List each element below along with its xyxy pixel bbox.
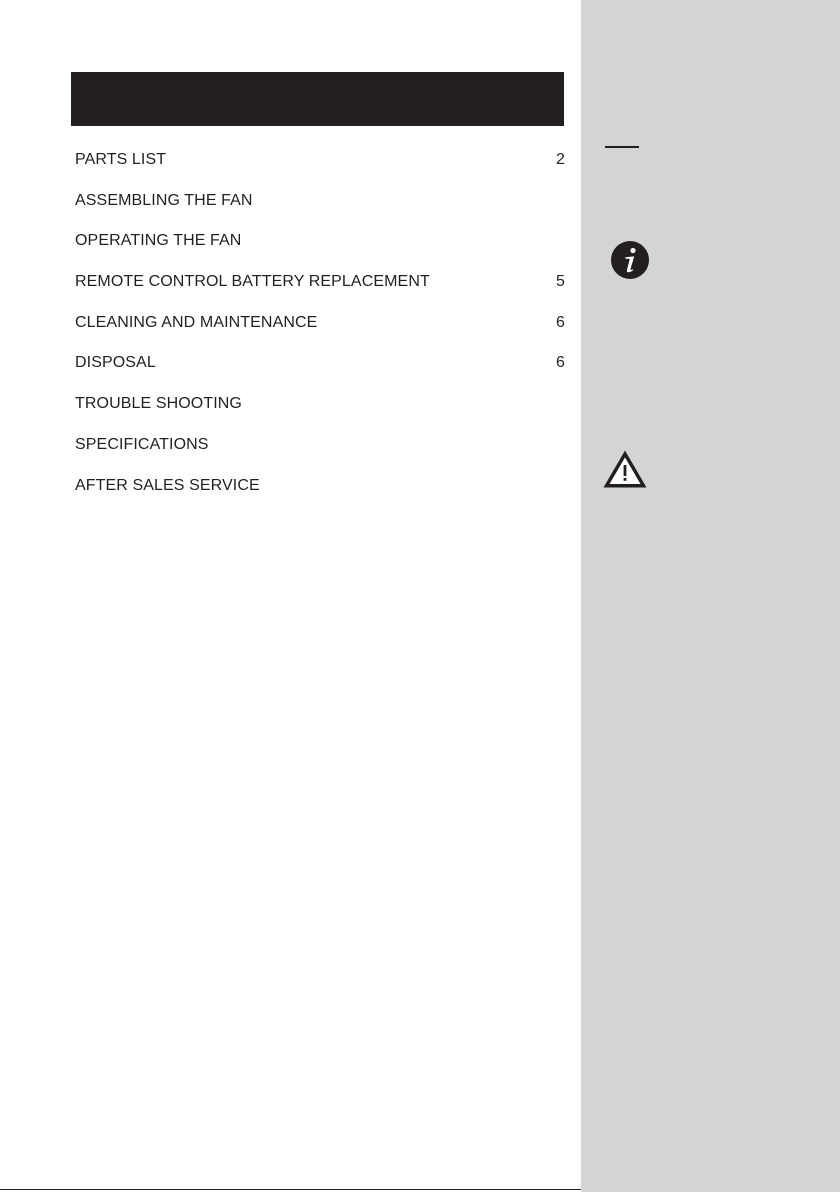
toc-row-parts-list[interactable] [75, 146, 565, 187]
toc-row-assembling[interactable] [75, 187, 565, 228]
grey-sidebar [581, 0, 840, 1192]
toc-title: CLEANING AND MAINTENANCE [75, 313, 318, 331]
table-of-contents [75, 146, 565, 512]
contents-header-bar [71, 72, 564, 126]
toc-row-disposal[interactable] [75, 349, 565, 390]
toc-row-cleaning[interactable] [75, 309, 565, 350]
warning-icon [602, 449, 648, 489]
toc-title: DISPOSAL [75, 354, 156, 372]
toc-title: OPERATING THE FAN [75, 232, 242, 250]
toc-page-number: 6 [556, 313, 565, 331]
toc-page-number: 6 [556, 354, 565, 372]
toc-row-after-sales[interactable] [75, 472, 565, 513]
toc-title: ASSEMBLING THE FAN [75, 191, 253, 209]
sidebar-divider [605, 146, 639, 148]
toc-title: TROUBLE SHOOTING [75, 395, 242, 413]
toc-title: AFTER SALES SERVICE [75, 476, 260, 494]
toc-page-number: 2 [556, 151, 565, 168]
bottom-divider [0, 1189, 581, 1190]
toc-row-trouble-shooting[interactable] [75, 390, 565, 431]
toc-title: PARTS LIST [75, 151, 167, 168]
toc-page-number: 5 [556, 273, 565, 291]
info-icon [610, 240, 650, 280]
toc-title: REMOTE CONTROL BATTERY REPLACEMENT [75, 273, 430, 291]
toc-row-operating[interactable] [75, 227, 565, 268]
toc-row-battery-replacement[interactable] [75, 268, 565, 309]
toc-row-specifications[interactable] [75, 431, 565, 472]
toc-title: SPECIFICATIONS [75, 435, 209, 453]
